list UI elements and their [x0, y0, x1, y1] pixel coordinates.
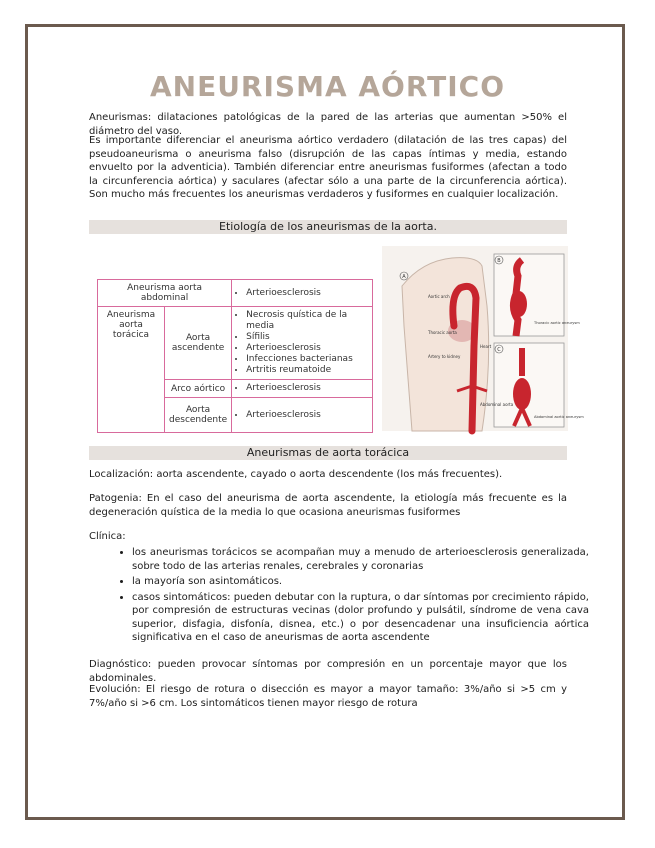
ascending-causes — [232, 307, 373, 380]
descending-label: Aorta descendente — [165, 398, 232, 433]
cause-item: • Arterioesclerosis — [246, 410, 368, 421]
table-row — [98, 307, 373, 380]
aorta-anatomy-figure — [382, 246, 584, 431]
page-title: ANEURISMA AÓRTICO — [149, 70, 506, 103]
figure-label-a: A — [402, 274, 406, 280]
pathogenesis-paragraph: Patogenia: En el caso del aneurisma de aorta ascendente, la etiología más frecuente es la degeneración quística de la media lo que ocasiona aneurismas fusiformes — [89, 493, 567, 518]
list-item: • los aneurismas torácicos se acompañan muy a menudo de arterioesclerosis generalizada, sobre todo de las arterias renales, cerebrales y coronarias — [132, 546, 589, 573]
abdominal-causes — [232, 280, 373, 307]
label-abdominal-aorta: Abdominal aorta — [480, 402, 514, 407]
label-heart: Heart — [480, 344, 492, 349]
label-aortic-arch: Aortic arch — [428, 294, 450, 299]
etiology-header: Etiología de los aneurismas de la aorta. — [89, 220, 567, 234]
cause-item: • Arterioesclerosis — [246, 343, 368, 354]
abdominal-label: Aneurisma aorta abdominal — [98, 280, 232, 307]
table-row — [98, 280, 373, 307]
thoracic-header: Aneurismas de aorta torácica — [89, 446, 567, 460]
clinical-list — [110, 546, 589, 647]
figure-label-b: B — [497, 258, 501, 264]
arch-causes — [232, 380, 373, 398]
list-item: • casos sintomáticos: pueden debutar con la ruptura, o dar síntomas por crecimiento rápido, por compresión de estructuras vecinas (dolor profundo y pulsátil, síndrome de vena cava superior, disfagia, disfonía, disnea, etc.) o por desencadenar una insuficiencia aórtica significativa en el caso de aneurismas de aorta ascendente — [132, 591, 589, 645]
cause-item: • Arterioesclerosis — [246, 383, 368, 394]
cause-item: • Artritis reumatoide — [246, 365, 368, 376]
descending-causes — [232, 398, 373, 433]
distinction-paragraph: Es importante diferenciar el aneurisma aórtico verdadero (dilatación de las tres capas) del pseudoaneurisma o aneurisma falso (disrupción de las capas íntimas y media, estando envuelto por la adventicia). También diferenciar entre aneurismas fusiformes (afectan a todo la circunferencia aórtica) y saculares (afectar sólo a una parte de la circunferencia aórtica). Son mucho más frecuentes los aneurismas verdaderos y fusiformes en cualquier localización. — [89, 135, 567, 200]
thoracic-label: Aneurisma aorta torácica — [98, 307, 165, 433]
location-paragraph: Localización: aorta ascendente, cayado o aorta descendente (los más frecuentes). — [89, 469, 503, 480]
intro-paragraph: Aneurismas: dilataciones patológicas de la pared de las arterias que aumentan >50% el diámetro del vaso. — [89, 112, 567, 137]
diagnosis-paragraph: Diagnóstico: pueden provocar síntomas por compresión en un porcentaje mayor que los abdominales. — [89, 659, 567, 684]
cause-item: • Necrosis quística de la media — [246, 310, 368, 332]
cause-item: • Arterioesclerosis — [246, 288, 368, 299]
arch-label: Arco aórtico — [165, 380, 232, 398]
cause-item: • Sífilis — [246, 332, 368, 343]
ascending-label: Aorta ascendente — [165, 307, 232, 380]
list-item: • la mayoría son asintomáticos. — [132, 575, 589, 589]
cause-item: • Infecciones bacterianas — [246, 354, 368, 365]
label-abdominal-aneurysm: Abdominal aortic aneurysm — [534, 415, 584, 419]
figure-label-c: C — [497, 347, 501, 353]
label-artery-kidney: Artery to kidney — [428, 354, 461, 359]
label-thoracic-aorta: Thoracic aorta — [428, 330, 457, 335]
label-thoracic-aneurysm: Thoracic aortic aneurysm — [534, 321, 580, 325]
etiology-table — [97, 279, 373, 433]
evolution-paragraph: Evolución: El riesgo de rotura o disección es mayor a mayor tamaño: 3%/año si >5 cm y 7%/año si >6 cm. Los sintomáticos tienen mayor riesgo de rotura — [89, 684, 567, 709]
clinical-label: Clínica: — [89, 531, 126, 542]
